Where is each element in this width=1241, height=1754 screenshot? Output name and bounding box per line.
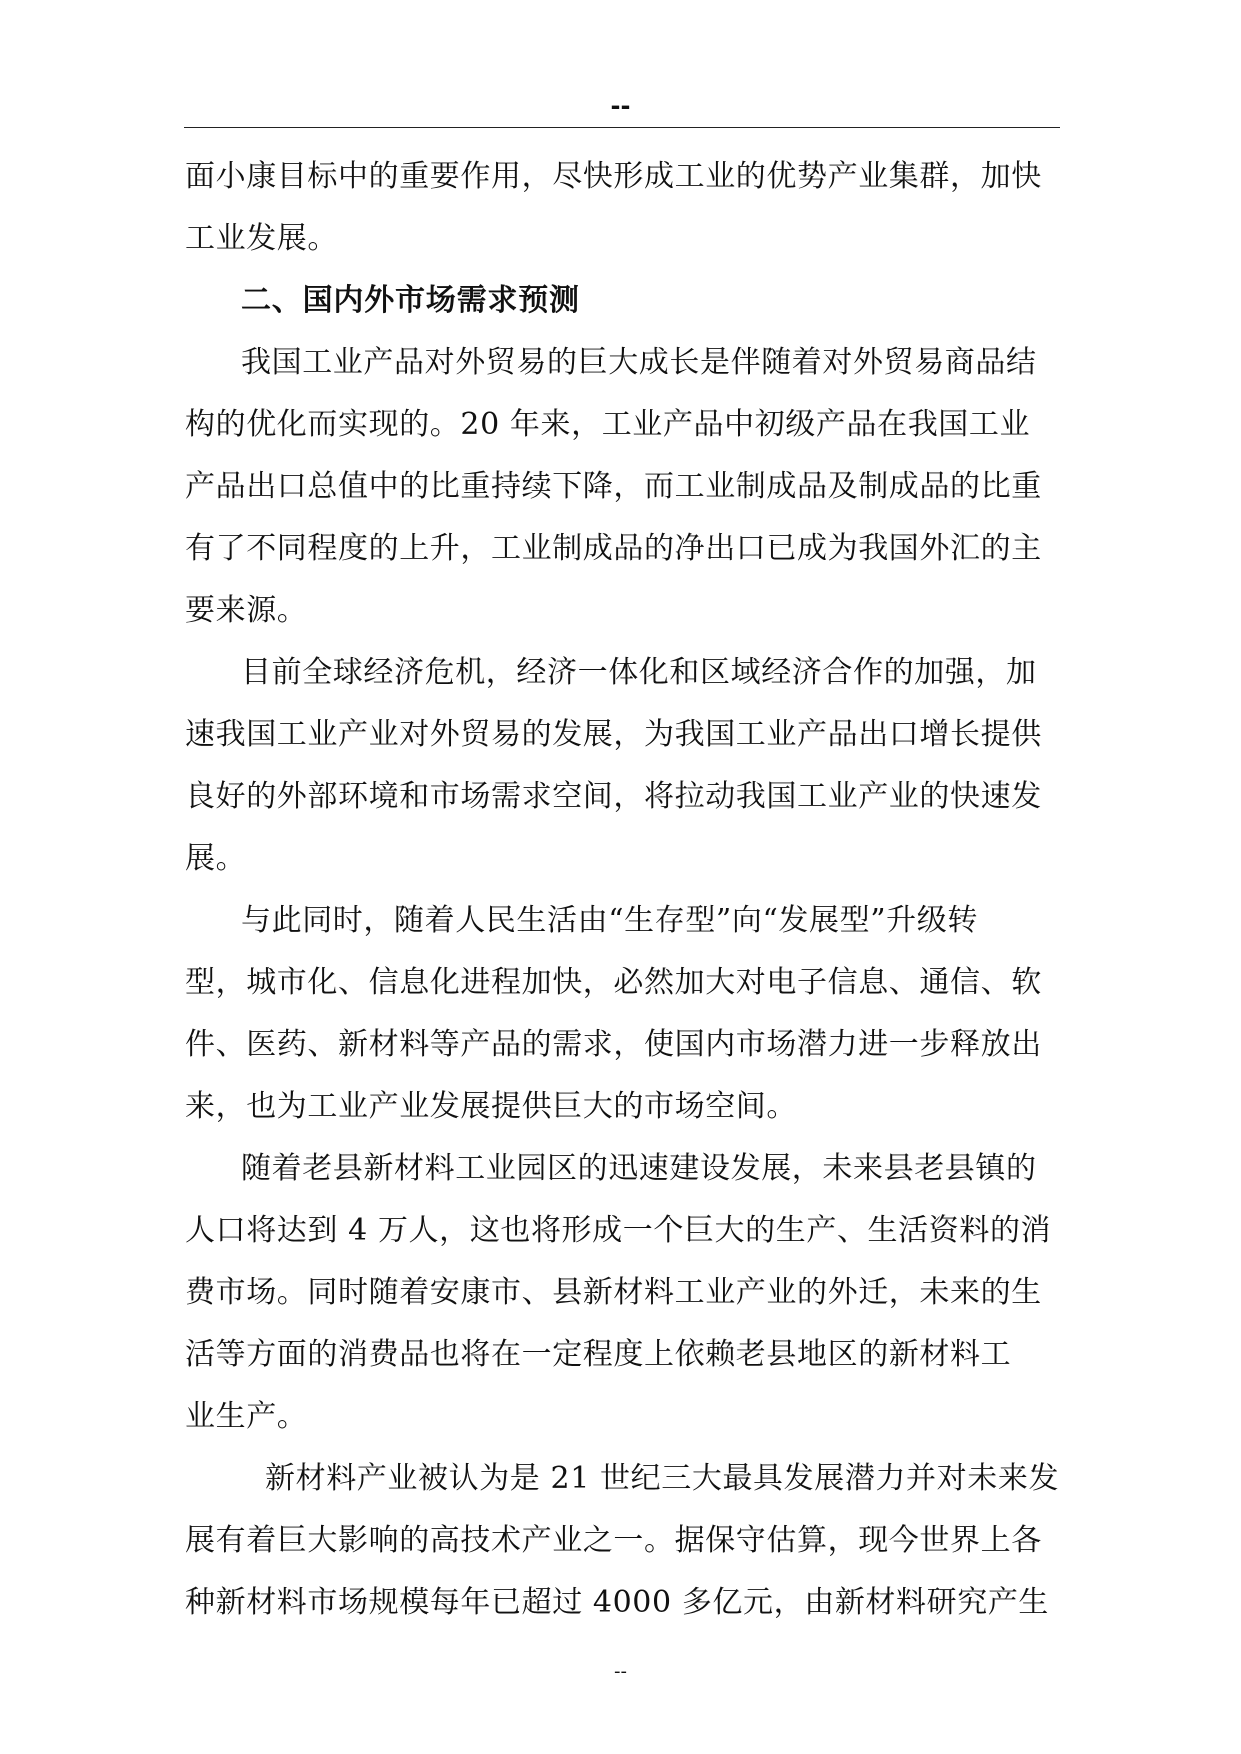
paragraph-first-line: 新材料产业被认为是 21 世纪三大最具发展潜力并对未来发 <box>265 1461 1060 1496</box>
text-line: 展。 <box>185 841 247 876</box>
text-line: 费市场。同时随着安康市、县新材料工业产业的外迁，未来的生 <box>185 1275 1042 1310</box>
text-line: 型，城市化、信息化进程加快，必然加大对电子信息、通信、软 <box>185 965 1042 1000</box>
text-line: 构的优化而实现的。20 年来，工业产品中初级产品在我国工业 <box>185 407 1031 442</box>
text-line: 来，也为工业产业发展提供巨大的市场空间。 <box>185 1089 797 1124</box>
text-line: 良好的外部环境和市场需求空间，将拉动我国工业产业的快速发 <box>185 779 1042 814</box>
text-line: 业生产。 <box>185 1399 308 1434</box>
text-line: 要来源。 <box>185 593 308 628</box>
section-heading: 二、国内外市场需求预测 <box>241 283 580 318</box>
page-header-mark: -- <box>610 92 631 120</box>
page-footer-mark: -- <box>614 1661 627 1682</box>
text-line: 产品出口总值中的比重持续下降，而工业制成品及制成品的比重 <box>185 469 1042 504</box>
text-line: 速我国工业产业对外贸易的发展，为我国工业产品出口增长提供 <box>185 717 1042 752</box>
paragraph-first-line: 与此同时，随着人民生活由“生存型”向“发展型”升级转 <box>241 903 978 938</box>
text-line: 人口将达到 4 万人，这也将形成一个巨大的生产、生活资料的消 <box>185 1213 1052 1248</box>
text-line: 有了不同程度的上升，工业制成品的净出口已成为我国外汇的主 <box>185 531 1042 566</box>
paragraph-first-line: 目前全球经济危机，经济一体化和区域经济合作的加强，加 <box>241 655 1037 690</box>
text-line: 展有着巨大影响的高技术产业之一。据保守估算，现今世界上各 <box>185 1523 1042 1558</box>
header-divider <box>184 127 1060 128</box>
paragraph-first-line: 随着老县新材料工业园区的迅速建设发展，未来县老县镇的 <box>241 1151 1037 1186</box>
text-line: 面小康目标中的重要作用，尽快形成工业的优势产业集群，加快 <box>185 159 1042 194</box>
paragraph-first-line: 我国工业产品对外贸易的巨大成长是伴随着对外贸易商品结 <box>241 345 1037 380</box>
text-line: 种新材料市场规模每年已超过 4000 多亿元，由新材料研究产生 <box>185 1585 1050 1620</box>
text-line: 活等方面的消费品也将在一定程度上依赖老县地区的新材料工 <box>185 1337 1012 1372</box>
text-line: 工业发展。 <box>185 221 338 256</box>
text-line: 件、医药、新材料等产品的需求，使国内市场潜力进一步释放出 <box>185 1027 1042 1062</box>
document-body <box>185 146 1065 1634</box>
